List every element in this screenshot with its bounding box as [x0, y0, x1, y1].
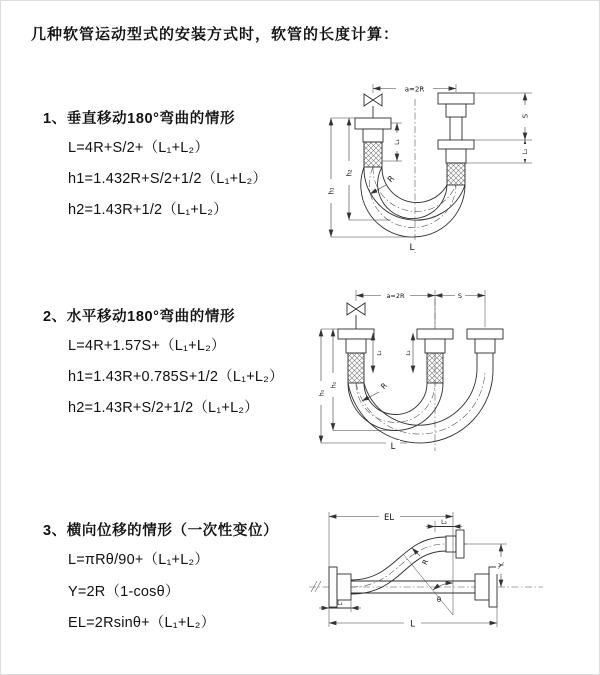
break-mark [311, 581, 321, 592]
dim-l1 [319, 600, 361, 612]
dim-h2-label: h₂ [345, 169, 354, 177]
dim-l-label: L [410, 619, 415, 630]
section-1-formula-l: L=4R+S/2+（L₁+L₂） [68, 140, 210, 156]
right-flange-displaced [446, 530, 464, 558]
radius-leader [412, 548, 430, 566]
section-1-formula-h2: h2=1.43R+1/2（L₁+L₂） [68, 202, 228, 218]
dim-l1 [373, 333, 383, 373]
dim-l2 [521, 140, 530, 163]
length-label [405, 240, 419, 253]
dim-el-label: EL [383, 513, 395, 523]
u-bend-arcs [348, 371, 493, 443]
angle-theta-label: θ [436, 596, 442, 604]
dim-l2-label: L₂ [406, 350, 412, 356]
braided-hose-middle [427, 353, 443, 383]
radius-label: R [378, 380, 390, 392]
dim-h1-label: h₁ [317, 389, 326, 397]
section-2-formula-h1: h1=1.43R+0.785S+1/2（L₁+L₂） [68, 369, 284, 385]
dim-l2 [406, 333, 413, 373]
dim-l2-label: L₂ [522, 148, 529, 155]
dim-a2r-label: a=2R [404, 85, 425, 94]
right-flange-fitting [438, 93, 474, 185]
section-3-formula-l: L=πRθ/90+（L₁+L₂） [68, 552, 210, 568]
braided-hose-left [348, 353, 364, 383]
dim-l-label: L [390, 442, 396, 452]
radius-label: R [420, 558, 431, 567]
section-3-heading: 3、横向位移的情形（一次性变位） [43, 523, 279, 539]
dim-l1-label: L₁ [377, 350, 383, 356]
right-flange-original [475, 567, 497, 607]
dim-a2r-label: a=2R [386, 292, 405, 300]
dim-l-label: L [409, 243, 415, 253]
left-flange-fitting [338, 329, 374, 383]
section-2-formula-h2: h2=1.43R+S/2+1/2（L₁+L₂） [68, 400, 259, 416]
section-3-formula-el: EL=2Rsinθ+（L₁+L₂） [68, 615, 216, 631]
left-flange-fitting [355, 118, 391, 167]
section-1-formula-h1: h1=1.432R+S/2+1/2（L₁+L₂） [68, 171, 268, 187]
dim-s [435, 291, 485, 301]
diagram-lateral-displacement [301, 503, 600, 653]
section-1-heading: 1、垂直移动180°弯曲的情形 [43, 111, 236, 127]
dim-s-label: S [521, 113, 530, 119]
dim-l2-label: L₂ [441, 519, 447, 526]
dim-l1-label: L₁ [337, 600, 343, 607]
dim-h1-label: h₁ [327, 187, 336, 195]
braided-hose-right [447, 163, 465, 185]
section-2-formula-l: L=4R+1.57S+（L₁+L₂） [68, 338, 226, 354]
middle-flange-fitting [417, 329, 453, 383]
valve-icon [347, 303, 365, 329]
section-3-formula-y: Y=2R（1-cosθ） [68, 584, 180, 600]
right-flange-fitting [467, 329, 503, 371]
section-2-heading: 2、水平移动180°弯曲的情形 [43, 309, 236, 325]
radius-leader [362, 381, 389, 401]
dim-h2-label: h₂ [329, 381, 338, 389]
page-title: 几种软管运动型式的安装方式时，软管的长度计算： [31, 26, 400, 43]
radius-label: R [385, 173, 397, 185]
dim-l1-label: L₁ [394, 139, 401, 145]
dim-s-label: S [457, 292, 463, 300]
dim-l [329, 607, 497, 630]
diagram-vertical-180-bend [311, 73, 596, 259]
dim-a2r [373, 83, 456, 94]
diagram-horizontal-180-bend [307, 283, 599, 457]
length-label [386, 440, 400, 452]
valve-icon [364, 94, 382, 118]
dim-y-label: Y [497, 562, 506, 568]
braided-hose-left [364, 142, 382, 167]
